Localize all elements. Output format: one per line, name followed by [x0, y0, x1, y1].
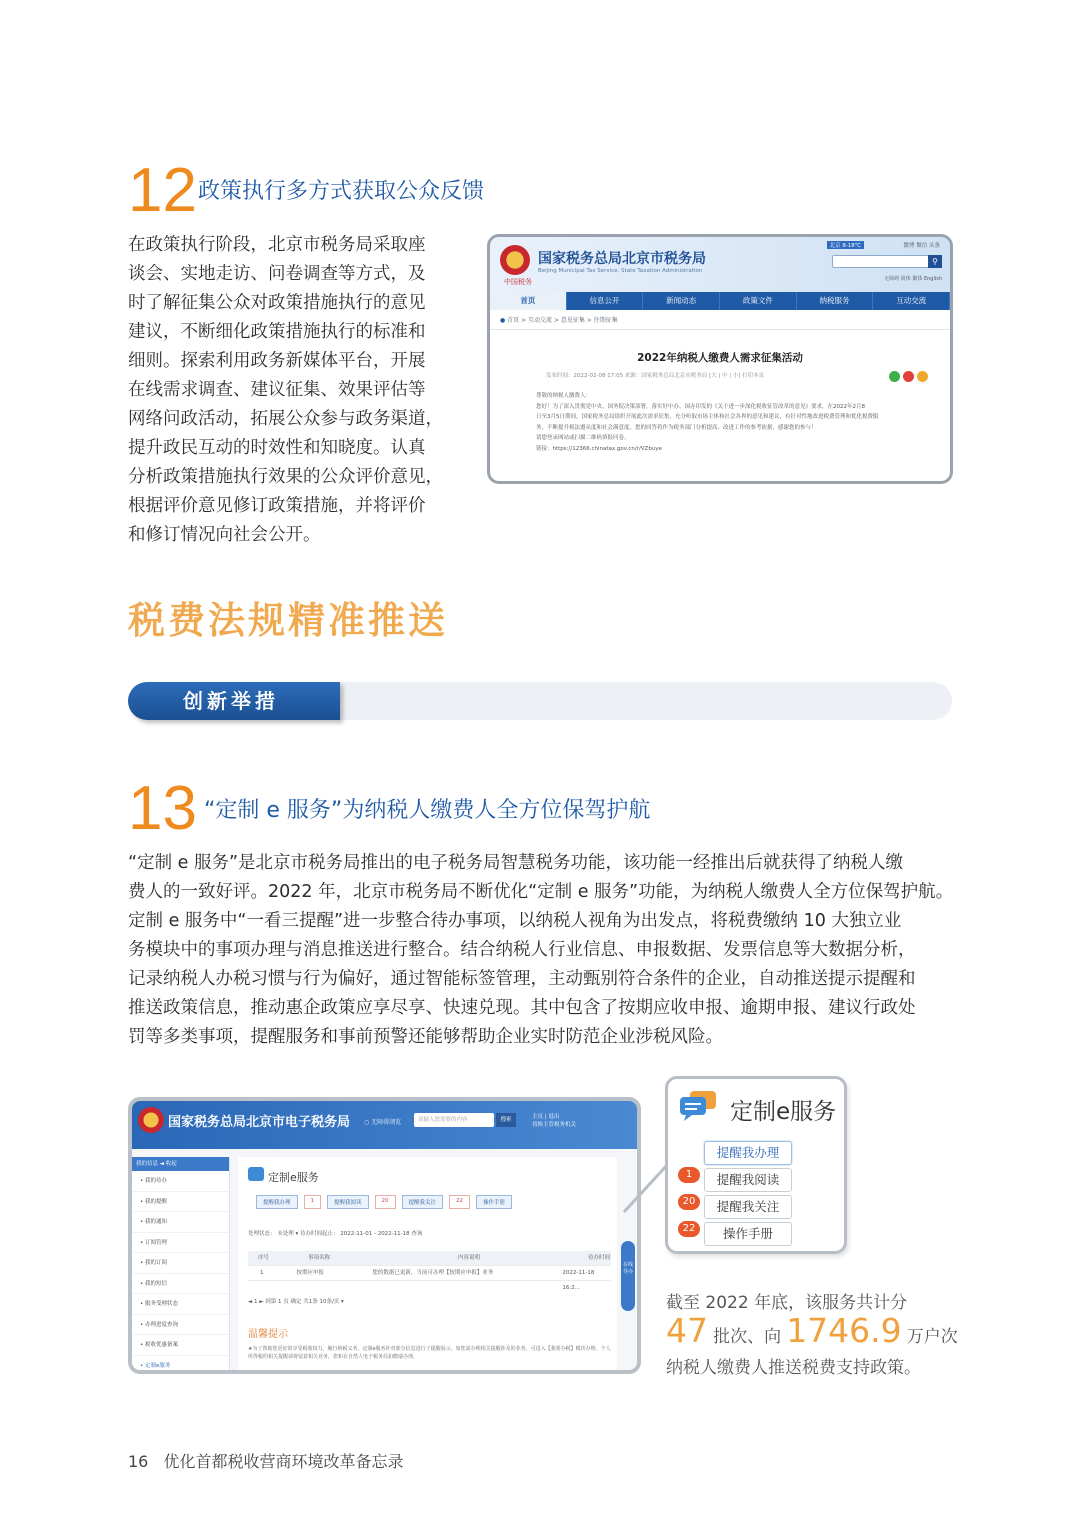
body-line: 推送政策信息，推动惠企政策应享尽享、快速兑现。其中包含了按期应收申报、逾期申报、建议行政处 [128, 998, 916, 1018]
sidebar-item[interactable]: • 我的短信 [132, 1274, 229, 1295]
badge-count: 20 [678, 1194, 700, 1210]
online-guide-button[interactable]: 在线导办 [621, 1241, 635, 1311]
sidebar-item[interactable]: • 我的通知 [132, 1212, 229, 1233]
sidebar-item[interactable]: • 我的订阅 [132, 1253, 229, 1274]
e-tax-title: 国家税务总局北京市电子税务局 [168, 1115, 351, 1130]
national-emblem-icon [138, 1107, 164, 1133]
article-line: 日至3月5日期间，国家税务总局组织开展此次需求征集，充分听取市场主体和社会各界的意见和建议，有针对性地改进税费管理和优化税费服 [536, 414, 879, 420]
sidebar-item[interactable]: • 税收优惠备案 [132, 1335, 229, 1356]
table-header: 事项名称 [308, 1255, 331, 1261]
body-line: 根据评价意见修订政策措施，并将评价 [128, 496, 426, 516]
body-line: 网络问政活动，拓展公众参与政务渠道， [128, 409, 443, 429]
tab-remind-handle[interactable]: 提醒我办理 [256, 1195, 298, 1209]
sidebar [132, 1157, 230, 1370]
remind-read-button[interactable]: 提醒我阅读 [704, 1168, 792, 1192]
nav-item-policy[interactable]: 政策文件 [720, 292, 797, 310]
tip-text: ★为了帮助您更好的享受税收权力、履行纳税义务，定制e服务针对部分信息进行了提醒展示。如您需办理相关提醒涉及的业务，可进入【我要办税】模块办理。个人所得税的相关提醒请将留意相关业务，您和在自然人电子税务局扣缴端办理。 [248, 1346, 611, 1360]
body-line: 建议，不断细化政策措施执行的标准和 [128, 322, 426, 342]
tab-badge: 20 [375, 1195, 396, 1209]
push-unit: 万户次 [906, 1327, 958, 1347]
wechat-icon[interactable] [889, 371, 900, 382]
share-icons [889, 371, 928, 382]
top-links[interactable]: 无障碍 简体 繁体 English [884, 276, 942, 282]
remind-follow-button[interactable]: 提醒我关注 [704, 1195, 792, 1219]
nav-item-interaction[interactable]: 互动交流 [873, 292, 950, 310]
article-line: 链接：https://12366.chinatax.gov.cn/r/VZbuye [536, 445, 662, 452]
todo-table [248, 1251, 611, 1291]
search-icon[interactable]: ⚲ [928, 255, 942, 268]
banner-label: 创新举措 [128, 682, 340, 720]
tab-remind-follow[interactable]: 提醒我关注 [402, 1195, 444, 1209]
search-button[interactable]: 搜索 [496, 1113, 516, 1127]
switch-office-link[interactable]: 切换主管税务机关 [532, 1122, 577, 1128]
weibo-icon[interactable] [903, 371, 914, 382]
section-heading: 税费法规精准推送 [128, 599, 448, 642]
page-footer [128, 1449, 403, 1472]
e-tax-screenshot [128, 1097, 641, 1374]
tab-manual[interactable]: 操作手册 [476, 1195, 512, 1209]
article-line: 请您登录网站或扫描二维码填报问卷。 [536, 435, 630, 441]
share-icon[interactable] [917, 371, 928, 382]
section-13-body [128, 849, 958, 1052]
sidebar-item[interactable]: • 办理进度查询 [132, 1315, 229, 1336]
push-count: 1746.9 [786, 1311, 902, 1350]
tip-title: 温馨提示 [248, 1329, 288, 1340]
weather-badge: 北京 8-18℃ [827, 241, 864, 249]
badge-count: 1 [678, 1167, 700, 1183]
sidebar-item[interactable]: • 我的提醒 [132, 1192, 229, 1213]
user-links[interactable]: 主页 | 退出 [532, 1114, 560, 1120]
site-header [490, 237, 950, 292]
search-input[interactable]: 请输入您需要的内容 [414, 1113, 494, 1127]
sidebar-item[interactable]: • 服务受理状态 [132, 1294, 229, 1315]
body-line: 在线需求调查、建议征集、效果评估等 [128, 380, 426, 400]
sidebar-item[interactable]: • 定制e服务 [132, 1356, 229, 1375]
accessibility-link[interactable]: ○ 无障碍浏览 [364, 1119, 402, 1126]
nav-item-service[interactable]: 纳税服务 [797, 292, 874, 310]
callout-title: 定制e服务 [730, 1099, 837, 1125]
article-title: 2022年纳税人缴费人需求征集活动 [637, 352, 803, 364]
table-header: 序号 [258, 1255, 270, 1261]
sidebar-header[interactable]: 我的信息 ◄ 收起 [132, 1157, 229, 1171]
filter-bar[interactable]: 处理状态： 未处理 ▾ 待办时间起止： 2022-11-01 - 2022-11-18 查询 [248, 1231, 423, 1237]
body-line: 定制 e 服务中“一看三提醒”进一步整合待办事项，以纳税人视角为出发点，将税费缴纳 10 大独立业 [128, 911, 902, 931]
location-pin-icon: ● [500, 317, 506, 324]
breadcrumb-text[interactable]: 首页 > 互动交流 > 意见征集 > 往期征集 [507, 317, 618, 324]
tab-bar [256, 1195, 512, 1209]
e-tax-header [132, 1101, 637, 1149]
body-line: 务模块中的事项办理与消息推送进行整合。结合纳税人行业信息、申报数据、发票信息等大数据分析， [128, 940, 916, 960]
search-input[interactable] [832, 255, 942, 268]
chat-bubble-icon [680, 1091, 718, 1121]
section-number: 12 [128, 156, 197, 225]
table-cell: 2022-11-18 16:2... [562, 1270, 595, 1291]
user-info [532, 1113, 576, 1129]
panel-title: 定制e服务 [268, 1171, 319, 1184]
section-title: “定制 e 服务”为纳税人缴费人全方位保驾护航 [204, 798, 651, 823]
table-cell: 1 [260, 1270, 264, 1276]
body-line: 和修订情况向社会公开。 [128, 525, 321, 545]
breadcrumb [490, 310, 950, 330]
article-body [490, 379, 950, 454]
article-meta: 发布时间：2022-02-08 17:05 来源：国家税务总局北京市税务局 [大 | 中 | 小] 打印本页 [546, 373, 765, 379]
logo-text: 中国税务 [504, 278, 532, 286]
e-service-callout [665, 1076, 847, 1254]
article-line: 务，不断提升税法遵从度和社会满意度。您的回答将作为税务部门分析提高、改进工作的参考依据，感谢您的参与！ [536, 424, 817, 431]
sidebar-item[interactable]: • 我的待办 [132, 1171, 229, 1192]
pagination[interactable]: ◄ 1 ► 到第 1 页 确定 共1条 10条/页 ▾ [248, 1299, 344, 1305]
table-row[interactable] [248, 1266, 611, 1291]
body-line: 记录纳税人办税习惯与行为偏好，通过智能标签管理，主动甄别符合条件的企业，自动推送提示提醒和 [128, 969, 916, 989]
table-header: 待办时间 [588, 1255, 611, 1261]
main-nav [490, 292, 950, 310]
article-line: 尊敬的纳税人缴费人： [536, 393, 592, 399]
tab-badge: 1 [304, 1195, 322, 1209]
publication-title: 优化首都税收营商环境改革备忘录 [163, 1452, 404, 1471]
body-line: 提升政民互动的时效性和知晓度。认真 [128, 438, 426, 458]
body-line: 分析政策措施执行效果的公众评价意见， [128, 467, 443, 487]
tab-remind-read[interactable]: 提醒我阅读 [327, 1195, 369, 1209]
body-line: 时了解征集公众对政策措施执行的意见 [128, 293, 426, 313]
article-line: 您好！为了深入贯彻党中央、国务院决策部署，落实好中办、国办印发的《关于进一步深化税收征管改革的意见》要求，在2022年2月8 [536, 403, 865, 410]
badge-count: 22 [678, 1221, 700, 1237]
nav-item-info[interactable]: 信息公开 [567, 292, 644, 310]
body-line: 细则。探索利用政务新媒体平台，开展 [128, 351, 426, 371]
table-header: 内容说明 [458, 1255, 481, 1261]
manual-button[interactable]: 操作手册 [704, 1222, 792, 1246]
body-line: 费人的一致好评。2022 年，北京市税务局不断优化“定制 e 服务”功能，为纳税人缴费人全方位保驾护航。 [128, 882, 954, 902]
sidebar-item[interactable]: • 订阅管理 [132, 1233, 229, 1254]
batch-unit: 批次、向 [713, 1327, 782, 1347]
site-subtitle: Beijing Municipal Tax Service, State Taxation Administration [538, 268, 703, 274]
section-12-body [128, 231, 458, 550]
tab-badge: 22 [449, 1195, 470, 1209]
stat-line-3: 纳税人缴费人推送税费支持政策。 [666, 1358, 921, 1378]
body-line: 罚等多类事项，提醒服务和事前预警还能够帮助企业实时防范企业涉税风险。 [128, 1027, 723, 1047]
stat-line-2 [666, 1311, 958, 1350]
site-title: 国家税务总局北京市税务局 [538, 251, 706, 267]
nav-item-home[interactable]: 首页 [490, 292, 567, 310]
national-emblem-icon [500, 245, 530, 275]
nav-item-news[interactable]: 新闻动态 [643, 292, 720, 310]
chat-bubble-icon [248, 1167, 264, 1181]
table-cell: 按期应申报 [296, 1270, 325, 1276]
table-header-row [248, 1251, 611, 1266]
body-line: “定制 e 服务”是北京市税务局推出的电子税务局智慧税务功能，该功能一经推出后就获得了纳税人缴 [128, 853, 904, 873]
body-line: 在政策执行阶段，北京市税务局采取座 [128, 235, 426, 255]
section-number: 13 [128, 774, 197, 843]
social-links[interactable]: 微博 微信 头条 [903, 243, 940, 249]
section-title: 政策执行多方式获取公众反馈 [198, 179, 485, 204]
tax-website-screenshot [487, 234, 953, 484]
stat-line-1: 截至 2022 年底，该服务共计分 [666, 1293, 908, 1313]
batch-count: 47 [666, 1311, 708, 1350]
main-panel [238, 1157, 617, 1370]
table-cell[interactable]: 您的数据已更新，当前可办理【按期应申报】业务 [372, 1270, 494, 1276]
body-line: 谈会、实地走访、问卷调查等方式，及 [128, 264, 426, 284]
page-number: 16 [128, 1452, 149, 1471]
remind-handle-button[interactable]: 提醒我办理 [704, 1141, 792, 1165]
